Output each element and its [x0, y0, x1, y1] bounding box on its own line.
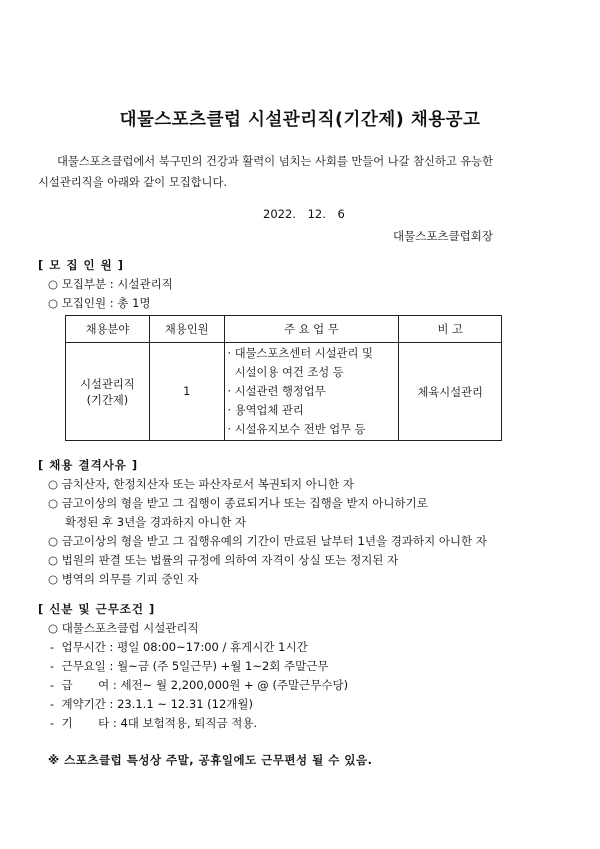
- intro-text: 대물스포츠클럽에서 북구민의 건강과 활력이 넘치는 사회를 만들어 나갈 참신하고 유능한: [57, 155, 494, 168]
- section-heading-recruit: [ 모 집 인 원 ]: [38, 258, 124, 272]
- table-cell-duties: [224, 343, 399, 441]
- list-item: - 급 여 : 세전~ 월 2,200,000원 + @ (주말근무수당): [50, 678, 349, 692]
- list-item: - 근무요일 : 월~금 (주 5일근무) +월 1~2회 주말근무: [50, 659, 329, 673]
- table-cell-remark: 체육시설관리: [399, 343, 502, 441]
- section-heading-conditions: [ 신분 및 근무조건 ]: [38, 602, 156, 616]
- table-header: 채용분야: [66, 316, 150, 343]
- duty-item: · 시설유지보수 전반 업무 등: [227, 423, 366, 436]
- duty-item: · 대물스포츠센터 시설관리 및: [227, 347, 373, 360]
- list-item: ○ 금고이상의 형을 받고 그 집행유예의 기간이 만료된 날부터 1년을 경과하지 아니한 자: [48, 534, 487, 548]
- field-line: (기간제): [86, 393, 129, 407]
- duty-item: 시설이용 여건 조성 등: [227, 366, 344, 379]
- table-header: 주 요 업 무: [224, 316, 399, 343]
- list-item: - 기 타 : 4대 보험적용, 퇴직금 적용.: [50, 716, 258, 730]
- list-item: - 계약기간 : 23.1.1 ~ 12.31 (12개월): [50, 697, 254, 711]
- table-header: 채용인원: [149, 316, 224, 343]
- table-cell-headcount: 1: [149, 343, 224, 441]
- field-line: 시설관리직: [80, 377, 135, 391]
- footnote: ※ 스포츠클럽 특성상 주말, 공휴일에도 근무편성 될 수 있음.: [48, 753, 373, 767]
- list-item: ○ 금치산자, 한정치산자 또는 파산자로서 복권되지 아니한 자: [48, 477, 354, 491]
- list-item: ○ 대물스포츠클럽 시설관리직: [48, 621, 199, 635]
- table-cell-field: [66, 343, 150, 441]
- list-item: ○ 법원의 판결 또는 법률의 규정에 의하여 자격이 상실 또는 정지된 자: [48, 553, 399, 567]
- page-title: 대물스포츠클럽 시설관리직(기간제) 채용공고: [119, 110, 481, 130]
- section-heading-disqualify: [ 채용 결격사유 ]: [38, 458, 139, 472]
- table-header-row: [66, 316, 502, 343]
- recruit-field: ○ 모집부분 : 시설관리직: [48, 277, 173, 291]
- recruit-table: [65, 315, 502, 441]
- list-item: 확정된 후 3년을 경과하지 아니한 자: [65, 515, 247, 529]
- duty-item: · 용역업체 관리: [227, 404, 304, 417]
- notice-date: 2022. 12. 6: [263, 207, 345, 221]
- duty-item: · 시설관련 행정업무: [227, 385, 326, 398]
- table-header: 비 고: [399, 316, 502, 343]
- list-item: ○ 병역의 의무를 기피 중인 자: [48, 572, 199, 586]
- issuer-name: 대물스포츠클럽회장: [393, 229, 493, 243]
- list-item: ○ 금고이상의 형을 받고 그 집행이 종료되거나 또는 집행을 받지 아니하기로: [48, 496, 428, 510]
- table-row: [66, 343, 502, 441]
- recruit-count: ○ 모집인원 : 총 1명: [48, 296, 151, 310]
- intro-text: 시설관리직을 아래와 같이 모집합니다.: [38, 176, 227, 189]
- list-item: - 업무시간 : 평일 08:00~17:00 / 휴게시간 1시간: [50, 640, 308, 654]
